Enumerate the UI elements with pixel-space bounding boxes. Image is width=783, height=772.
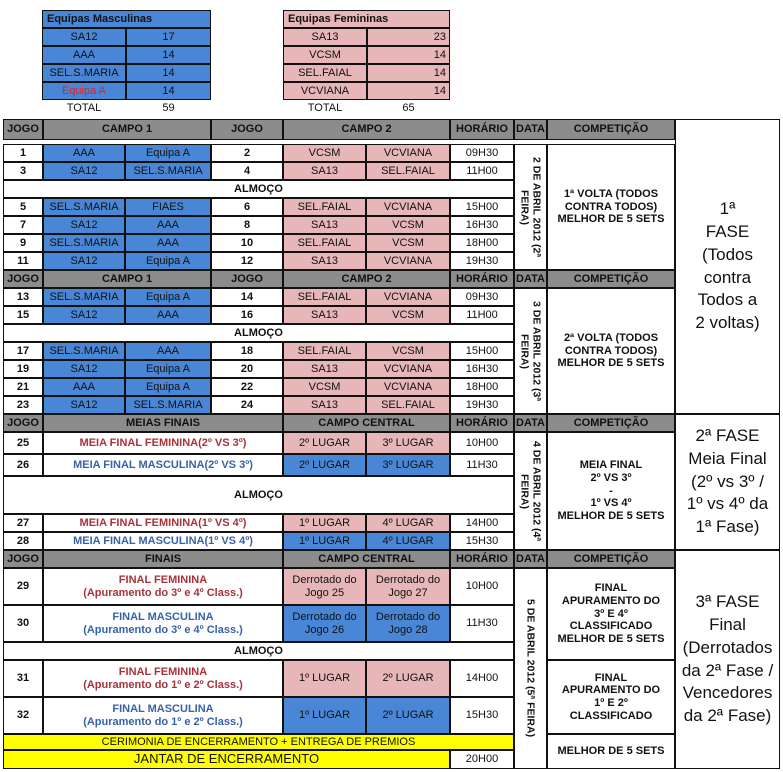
team-away: VCSM (366, 342, 450, 360)
phase-2-panel (675, 414, 780, 550)
text-line: FINAL (594, 671, 628, 684)
team-home: VCSM (283, 144, 366, 162)
game-title (43, 697, 283, 734)
game-time: 16H30 (450, 360, 514, 378)
game-time: 11H30 (450, 454, 514, 476)
team-away: VCSM (366, 216, 450, 234)
team-name: VCSM (283, 46, 367, 64)
header-horario: HORÁRIO (450, 550, 514, 568)
text-line: Final (709, 614, 746, 634)
date-cell (514, 144, 547, 270)
header-campo1: CAMPO 1 (43, 119, 211, 140)
game-time: 18H00 (450, 378, 514, 396)
dinner-time: 20H00 (450, 750, 514, 769)
game-number: 25 (3, 432, 43, 454)
date-cell (514, 432, 547, 550)
text-line: contra (703, 267, 752, 287)
game-number: 15 (3, 306, 43, 324)
team-points: 14 (126, 64, 211, 82)
text-line: Derrotado do Jogo 25 (292, 573, 357, 599)
game-number: 9 (3, 234, 43, 252)
header-jogo: JOGO (3, 119, 43, 140)
game-time: 09H30 (450, 144, 514, 162)
team-home: SEL.S.MARIA (43, 288, 125, 306)
team-home: SA12 (43, 252, 125, 270)
game-number: 32 (3, 697, 43, 734)
header-horario: HORÁRIO (450, 270, 514, 288)
game-title: MEIA FINAL MASCULINA(1º VS 4º) (43, 532, 283, 550)
text-line: (2º vs 3º / (691, 471, 764, 491)
text-line: (Apuramento do 3º e 4º Class.) (83, 586, 243, 599)
slot-a (283, 568, 366, 605)
slot-b (366, 568, 450, 605)
header-campo1: CAMPO 1 (43, 270, 211, 288)
header-data: DATA (514, 119, 547, 140)
game-time: 10H00 (450, 568, 514, 605)
slot-a: 1º LUGAR (283, 514, 366, 532)
team-home: SA13 (283, 360, 366, 378)
team-home: SA12 (43, 162, 125, 180)
team-away: Equipa A (125, 252, 211, 270)
text-line: Derrotado do Jogo 27 (375, 573, 441, 599)
text-line: 2 DE ABRIL 2012 (2ª FEIRA) (518, 156, 543, 258)
team-away: Equipa A (125, 144, 211, 162)
lunch-row: ALMOÇO (3, 180, 514, 198)
game-time: 11H30 (450, 605, 514, 642)
text-line: FINAL MASCULINA (112, 610, 214, 623)
text-line: (Apuramento do 1º e 2º Class.) (83, 715, 243, 728)
text-line: 1ª Fase) (695, 517, 760, 537)
game-title: MEIA FINAL FEMININA(1º VS 4º) (43, 514, 283, 532)
team-name: SA12 (42, 28, 126, 46)
phase-3-panel (675, 550, 780, 769)
text-line: 2ª VOLTA (TODOS (563, 332, 659, 345)
header-data: DATA (514, 414, 547, 432)
text-line: (Derrotados (682, 637, 773, 657)
total-value: 59 (162, 101, 175, 114)
team-away: VCSM (366, 234, 450, 252)
text-line: 3ª FASE (695, 591, 760, 611)
slot-a: 1º LUGAR (283, 532, 366, 550)
competition-cell (547, 660, 675, 734)
team-points: 17 (126, 28, 211, 46)
header-stage: FINAIS (43, 550, 283, 568)
game-number: 6 (211, 198, 283, 216)
team-home: AAA (43, 144, 125, 162)
lunch-row: ALMOÇO (3, 642, 514, 660)
text-line: CONTRA TODOS) (564, 344, 658, 357)
game-number: 28 (3, 532, 43, 550)
game-number: 21 (3, 378, 43, 396)
game-title (43, 660, 283, 697)
game-title (43, 605, 283, 642)
slot-a (283, 697, 366, 734)
text-line: FINAL MASCULINA (112, 702, 214, 715)
team-home: SEL.FAIAL (283, 288, 366, 306)
lunch-row: ALMOÇO (3, 324, 514, 342)
text-line: Meia Final (688, 448, 767, 468)
text-line: da 2ª Fase) (683, 706, 772, 726)
game-number: 3 (3, 162, 43, 180)
slot-b: 4º LUGAR (366, 532, 450, 550)
team-name: Equipa A (42, 82, 126, 100)
slot-b: 3º LUGAR (366, 432, 450, 454)
header-data: DATA (514, 270, 547, 288)
text-line: 4 DE ABRIL 2012 (4ª FEIRA) (518, 440, 543, 542)
header-competicao: COMPETIÇÃO (547, 270, 675, 288)
header-jogo: JOGO (211, 270, 283, 288)
game-time: 18H00 (450, 234, 514, 252)
team-name: SEL.S.MARIA (42, 64, 126, 82)
text-line: Vencedores (682, 683, 773, 703)
game-time: 15H30 (450, 697, 514, 734)
team-name: VCVIANA (283, 82, 367, 100)
game-number: 26 (3, 454, 43, 476)
game-number: 19 (3, 360, 43, 378)
team-home: SA13 (283, 396, 366, 414)
header-central: CAMPO CENTRAL (283, 414, 450, 432)
text-line: 2º VS 3º (590, 472, 632, 485)
header-campo2: CAMPO 2 (283, 270, 450, 288)
text-line: CLASSIFICADO (569, 709, 653, 722)
game-time: 16H30 (450, 216, 514, 234)
team-away: SEL.FAIAL (366, 396, 450, 414)
header-jogo: JOGO (211, 119, 283, 140)
header-stage: MEIAS FINAIS (43, 414, 283, 432)
competition-cell (547, 568, 675, 660)
team-points: 23 (367, 28, 450, 46)
text-line: CLASSIFICADO (569, 620, 653, 633)
text-line: 1ª VOLTA (TODOS (563, 188, 659, 201)
team-home: SA12 (43, 360, 125, 378)
slot-b (366, 697, 450, 734)
team-home: SEL.S.MARIA (43, 234, 125, 252)
header-campo2: CAMPO 2 (283, 119, 450, 140)
game-number: 29 (3, 568, 43, 605)
text-line: 2ª FASE (695, 425, 760, 445)
team-home: SEL.FAIAL (283, 198, 366, 216)
text-line: MELHOR DE 5 SETS (557, 357, 665, 370)
team-home: VCSM (283, 378, 366, 396)
team-name: SEL.FAIAL (283, 64, 367, 82)
header-jogo: JOGO (3, 550, 43, 568)
text-line: 2º LUGAR (382, 672, 434, 685)
slot-b: 3º LUGAR (366, 454, 450, 476)
game-number: 18 (211, 342, 283, 360)
game-number: 11 (3, 252, 43, 270)
game-number: 2 (211, 144, 283, 162)
date-cell (514, 288, 547, 414)
slot-a: 2º LUGAR (283, 432, 366, 454)
game-number: 17 (3, 342, 43, 360)
text-line: 1º LUGAR (298, 709, 351, 722)
header-data: DATA (514, 550, 547, 568)
game-number: 13 (3, 288, 43, 306)
slot-b (366, 605, 450, 642)
date-cell (514, 568, 547, 769)
team-home: SA13 (283, 216, 366, 234)
game-title (43, 568, 283, 605)
text-line: FINAL (594, 582, 628, 595)
text-line: 3 DE ABRIL 2012 (3ª FEIRA) (518, 300, 543, 402)
text-line: 1ª (719, 198, 736, 218)
slot-a (283, 605, 366, 642)
game-time: 19H30 (450, 252, 514, 270)
team-away: Equipa A (125, 378, 211, 396)
game-time: 11H00 (450, 162, 514, 180)
game-number: 16 (211, 306, 283, 324)
text-line: MEIA FINAL (579, 459, 643, 472)
text-line: 1º VS 4º (590, 497, 632, 510)
team-away: SEL.S.MARIA (125, 162, 211, 180)
team-points: 14 (367, 82, 450, 100)
game-time: 14H00 (450, 660, 514, 697)
team-home: SA13 (283, 306, 366, 324)
team-name: AAA (42, 46, 126, 64)
text-line: - (609, 484, 613, 497)
text-line: 1º LUGAR (298, 672, 351, 685)
team-home: SEL.S.MARIA (43, 342, 125, 360)
team-name: SA13 (283, 28, 367, 46)
team-away: AAA (125, 216, 211, 234)
game-number: 24 (211, 396, 283, 414)
team-home: SEL.S.MARIA (43, 198, 125, 216)
text-line: 1º E 2º (594, 697, 628, 709)
text-line: Derrotado do Jogo 28 (375, 610, 441, 636)
team-points: 14 (367, 64, 450, 82)
team-away: SEL.FAIAL (366, 162, 450, 180)
game-number: 4 (211, 162, 283, 180)
text-line: Todos a (697, 290, 758, 310)
header-competicao: COMPETIÇÃO (547, 550, 675, 568)
text-line: FINAL FEMININA (118, 573, 208, 586)
team-away: VCVIANA (366, 360, 450, 378)
text-line: MELHOR DE 5 SETS (557, 509, 665, 522)
total-label: TOTAL (66, 101, 102, 114)
team-points: 14 (126, 46, 211, 64)
competition-cell (547, 432, 675, 550)
team-away: VCVIANA (366, 288, 450, 306)
lunch-row: ALMOÇO (3, 476, 514, 514)
team-away: VCVIANA (366, 252, 450, 270)
text-line: (Todos (701, 244, 754, 264)
game-time: 19H30 (450, 396, 514, 414)
total-value: 65 (402, 101, 415, 114)
team-away: Equipa A (125, 360, 211, 378)
competition-cell (547, 288, 675, 414)
team-home: AAA (43, 378, 125, 396)
text-line: MELHOR DE 5 SETS (557, 213, 665, 226)
game-number: 1 (3, 144, 43, 162)
game-number: 8 (211, 216, 283, 234)
slot-b (366, 660, 450, 697)
game-number: 12 (211, 252, 283, 270)
game-time: 14H00 (450, 514, 514, 532)
team-away: VCVIANA (366, 144, 450, 162)
text-line: FASE (705, 221, 750, 241)
game-time: 10H00 (450, 432, 514, 454)
team-home: SA12 (43, 216, 125, 234)
phase-1-panel (675, 119, 780, 414)
game-number: 20 (211, 360, 283, 378)
team-away: FIAES (125, 198, 211, 216)
team-away: AAA (125, 342, 211, 360)
slot-a: 2º LUGAR (283, 454, 366, 476)
slot-a (283, 660, 366, 697)
text-line: APURAMENTO DO (561, 595, 661, 608)
team-points: 14 (126, 82, 211, 100)
team-home: SA13 (283, 252, 366, 270)
text-line: APURAMENTO DO (561, 684, 661, 697)
team-home: SA12 (43, 396, 125, 414)
game-title: MEIA FINAL MASCULINA(2º VS 3º) (43, 454, 283, 476)
header-jogo: JOGO (3, 414, 43, 432)
total-label: TOTAL (307, 101, 343, 114)
game-title: MEIA FINAL FEMININA(2º VS 3º) (43, 432, 283, 454)
team-away: VCVIANA (366, 198, 450, 216)
game-number: 7 (3, 216, 43, 234)
team-away: SEL.S.MARIA (125, 396, 211, 414)
team-away: VCVIANA (366, 378, 450, 396)
game-number: 10 (211, 234, 283, 252)
team-home: SEL.FAIAL (283, 342, 366, 360)
text-line: FINAL FEMININA (118, 665, 208, 678)
team-away: VCSM (366, 306, 450, 324)
text-line: 2º LUGAR (382, 709, 434, 722)
game-time: 11H00 (450, 306, 514, 324)
team-away: AAA (125, 306, 211, 324)
game-number: 27 (3, 514, 43, 532)
game-time: 09H30 (450, 288, 514, 306)
text-line: 2 voltas) (695, 313, 760, 333)
dinner-row: JANTAR DE ENCERRAMENTO (3, 750, 450, 769)
game-number: 14 (211, 288, 283, 306)
team-home: SEL.FAIAL (283, 234, 366, 252)
text-line: 5 DE ABRIL 2012 (5ª FEIRA) (524, 599, 537, 738)
game-time: 15H00 (450, 198, 514, 216)
team-points: 14 (367, 46, 450, 64)
text-line: MELHOR DE 5 SETS (557, 632, 665, 645)
text-line: CONTRA TODOS) (564, 200, 658, 213)
text-line: da 2ª Fase / (681, 660, 774, 680)
text-line: 3º E 4º (594, 607, 628, 620)
text-line: (Apuramento do 3º e 4º Class.) (83, 623, 243, 636)
game-number: 5 (3, 198, 43, 216)
competition-cell (547, 144, 675, 270)
header-horario: HORÁRIO (450, 414, 514, 432)
game-time: 15H30 (450, 532, 514, 550)
game-number: 30 (3, 605, 43, 642)
game-number: 23 (3, 396, 43, 414)
text-line: Derrotado do Jogo 26 (292, 610, 357, 636)
header-competicao: COMPETIÇÃO (547, 414, 675, 432)
text-line: (Apuramento do 1º e 2º Class.) (83, 678, 243, 691)
text-line: 1º vs 4º da (686, 494, 769, 514)
header-competicao: COMPETIÇÃO (547, 119, 675, 140)
header-central: CAMPO CENTRAL (283, 550, 450, 568)
competition-cell: MELHOR DE 5 SETS (547, 734, 675, 769)
game-time: 15H00 (450, 342, 514, 360)
team-away: Equipa A (125, 288, 211, 306)
slot-b: 4º LUGAR (366, 514, 450, 532)
team-home: SA12 (43, 306, 125, 324)
female-teams-title: Equipas Femininas (283, 10, 450, 28)
game-number: 31 (3, 660, 43, 697)
ceremony-row: CERIMONIA DE ENCERRAMENTO + ENTREGA DE PREMIOS (3, 734, 514, 750)
game-number: 22 (211, 378, 283, 396)
male-teams-title: Equipas Masculinas (42, 10, 211, 28)
header-jogo: JOGO (3, 270, 43, 288)
team-home: SA13 (283, 162, 366, 180)
team-away: AAA (125, 234, 211, 252)
header-horario: HORÁRIO (450, 119, 514, 140)
